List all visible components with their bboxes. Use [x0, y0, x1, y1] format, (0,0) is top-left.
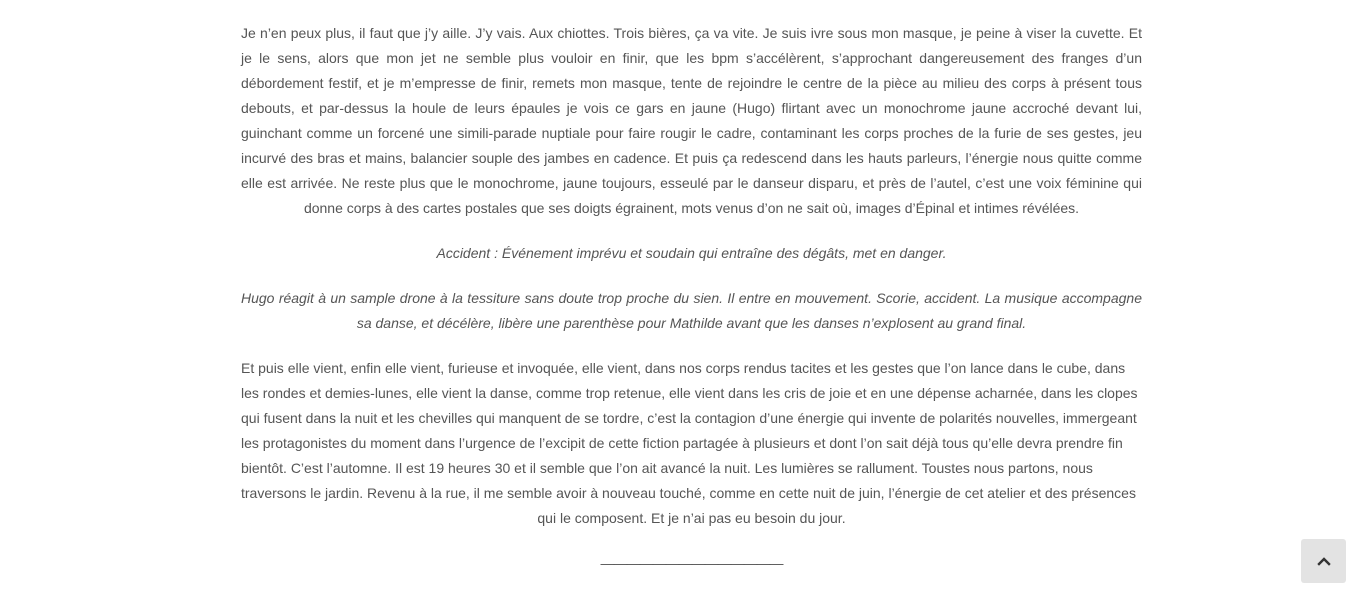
article-body — [241, 21, 1142, 576]
paragraph-definition: Accident : Événement imprévu et soudain qui entraîne des dégâts, met en danger. — [436, 245, 947, 261]
section-separator: —————————————— — [600, 555, 783, 571]
paragraph-narrative-1: Je n’en peux plus, il faut que j’y aille. J’y vais. Aux chiottes. Trois bières, ça va vite. Je suis ivre sous mon masque, je peine à viser la cuvette. Et je le sens, alors que mon jet ne semble plus vouloir en finir, que les bpm s’accélèrent, s’approchant dangereusement des franges d’un débordement festif, et je m’empresse de finir, remets mon masque, tente de rejoindre le centre de la pièce au milieu des corps à présent tous debouts, et par-dessus la houle de leurs épaules je vois ce gars en jaune (Hugo) flirtant avec un monochrome jaune accroché devant lui, guinchant comme un forcené une simili-parade nuptiale pour faire rougir le cadre, contaminant les corps proches de la furie de ses gestes, jeu incurvé des bras et mains, balancier souple des jambes en cadence. Et puis ça redescend dans les hauts parleurs, l’énergie nous quitte comme elle est arrivée. Ne reste plus que le monochrome, jaune toujours, esseulé par le danseur disparu, et près de l’autel, c’est une voix féminine qui donne corps à des cartes postales que ses doigts égrainent, mots venus d’on ne sait où, images d’Épinal et intimes révélées. — [241, 25, 1142, 216]
chevron-up-icon — [1317, 556, 1331, 566]
scroll-to-top-button[interactable] — [1301, 539, 1346, 583]
paragraph-italic-note: Hugo réagit à un sample drone à la tessiture sans doute trop proche du sien. Il entre en mouvement. Scorie, accident. La musique accompagne sa danse, et décélère, libère une parenthèse pour Mathilde avant que les danses n’explosent au grand final. — [241, 290, 1142, 331]
paragraph-narrative-2: Et puis elle vient, enfin elle vient, furieuse et invoquée, elle vient, dans nos corps rendus tacites et les gestes que l’on lance dans le cube, dans les rondes et demies-lunes, elle vient la danse, comme trop retenue, elle vient dans les cris de joie et en une dépense acharnée, dans les clopes qui fusent dans la nuit et les chevilles qui manquent de se tordre, c’est la contagion d’une énergie qui invente de polarités nouvelles, immergeant les protagonistes du moment dans l’urgence de l’excipit de cette fiction partagée à plusieurs et dont l’on sait déjà tous qu’elle devra prendre fin bientôt. C’est l’automne. Il est 19 heures 30 et il semble que l’on ait avancé la nuit. Les lumières se rallument. Toustes nous partons, nous traversons le jardin. Revenu à la rue, il me semble avoir à nouveau touché, comme en cette nuit de juin, l’énergie de cet atelier et des présences qui le composent. Et je n’ai pas eu besoin du jour. — [241, 360, 1138, 526]
